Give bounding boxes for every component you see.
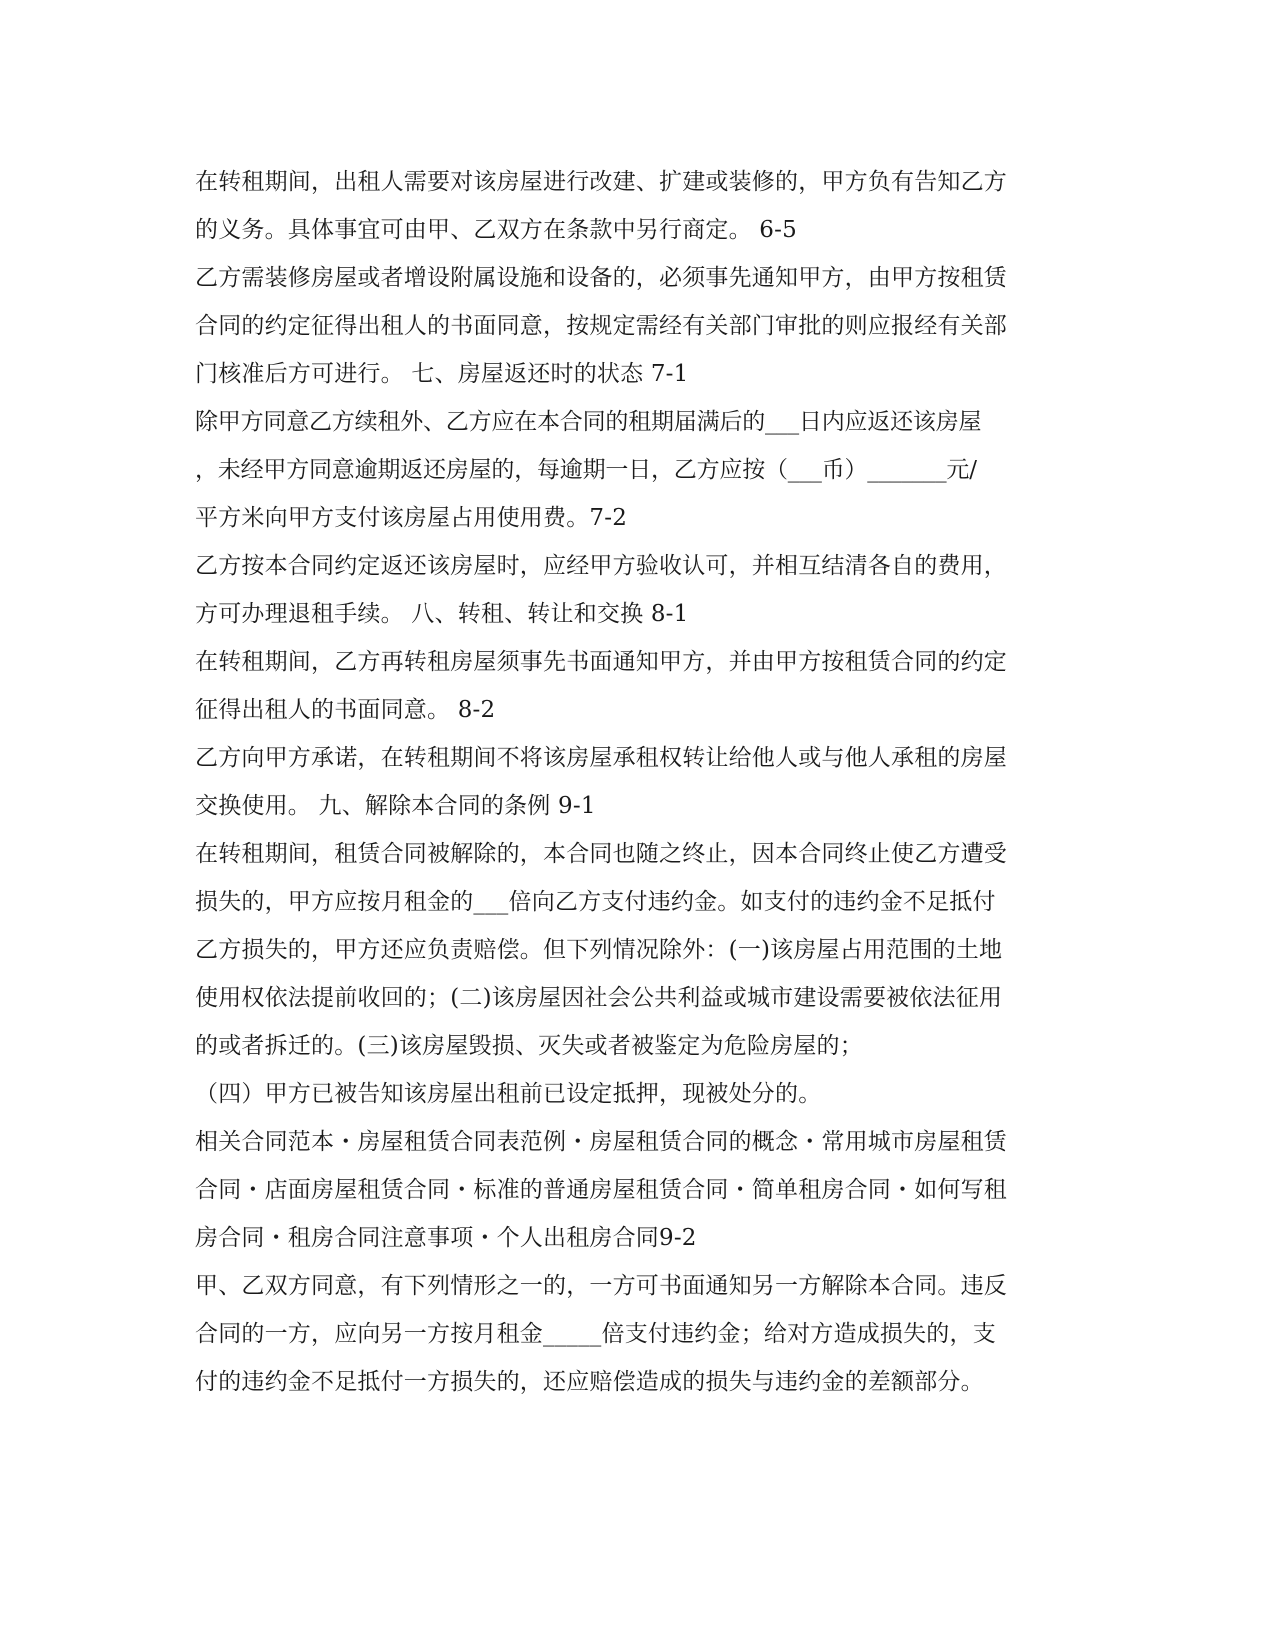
text-line: 乙方损失的，甲方还应负责赔偿。但下列情况除外：(一)该房屋占用范围的土地	[195, 937, 1003, 963]
text-line: 的或者拆迁的。(三)该房屋毁损、灭失或者被鉴定为危险房屋的；	[195, 1033, 863, 1059]
text-line: 合同的约定征得出租人的书面同意，按规定需经有关部门审批的则应报经有关部	[195, 313, 1007, 339]
text-line: 在转租期间，出租人需要对该房屋进行改建、扩建或装修的，甲方负有告知乙方	[195, 169, 1007, 195]
text-line: 在转租期间，乙方再转租房屋须事先书面通知甲方，并由甲方按租赁合同的约定	[195, 649, 1007, 675]
text-line: 乙方需装修房屋或者增设附属设施和设备的，必须事先通知甲方，由甲方按租赁	[195, 265, 1007, 291]
text-line: 门核准后方可进行。 七、房屋返还时的状态 7-1	[195, 361, 689, 387]
contract-text-body	[195, 158, 1075, 1406]
text-line: 乙方向甲方承诺，在转租期间不将该房屋承租权转让给他人或与他人承租的房屋	[195, 745, 1007, 771]
text-line: 方可办理退租手续。 八、转租、转让和交换 8-1	[195, 601, 689, 627]
text-line: 甲、乙双方同意，有下列情形之一的，一方可书面通知另一方解除本合同。违反	[195, 1273, 1007, 1299]
text-line: 使用权依法提前收回的；(二)该房屋因社会公共利益或城市建设需要被依法征用	[195, 985, 1003, 1011]
text-line: 的义务。具体事宜可由甲、乙双方在条款中另行商定。 6-5	[195, 217, 797, 243]
text-line: （四）甲方已被告知该房屋出租前已设定抵押，现被处分的。	[195, 1081, 822, 1107]
text-line: 除甲方同意乙方续租外、乙方应在本合同的租期届满后的___日内应返还该房屋	[195, 409, 982, 435]
text-line: 乙方按本合同约定返还该房屋时，应经甲方验收认可，并相互结清各自的费用，	[195, 553, 1007, 579]
text-line: 在转租期间，租赁合同被解除的，本合同也随之终止，因本合同终止使乙方遭受	[195, 841, 1007, 867]
text-line: 合同・店面房屋租赁合同・标准的普通房屋租赁合同・简单租房合同・如何写租	[195, 1177, 1007, 1203]
text-line: ，未经甲方同意逾期返还房屋的，每逾期一日，乙方应按（___币）_______元/	[195, 457, 977, 483]
text-line: 房合同・租房合同注意事项・个人出租房合同9-2	[195, 1225, 697, 1251]
text-line: 交换使用。 九、解除本合同的条例 9-1	[195, 793, 596, 819]
text-line: 付的违约金不足抵付一方损失的，还应赔偿造成的损失与违约金的差额部分。	[195, 1369, 984, 1395]
text-line: 合同的一方，应向另一方按月租金_____倍支付违约金；给对方造成损失的，支	[195, 1321, 996, 1347]
text-line: 平方米向甲方支付该房屋占用使用费。7-2	[195, 505, 628, 531]
text-line: 相关合同范本・房屋租赁合同表范例・房屋租赁合同的概念・常用城市房屋租赁	[195, 1129, 1007, 1155]
text-line: 损失的，甲方应按月租金的___倍向乙方支付违约金。如支付的违约金不足抵付	[195, 889, 996, 915]
text-line: 征得出租人的书面同意。 8-2	[195, 697, 496, 723]
